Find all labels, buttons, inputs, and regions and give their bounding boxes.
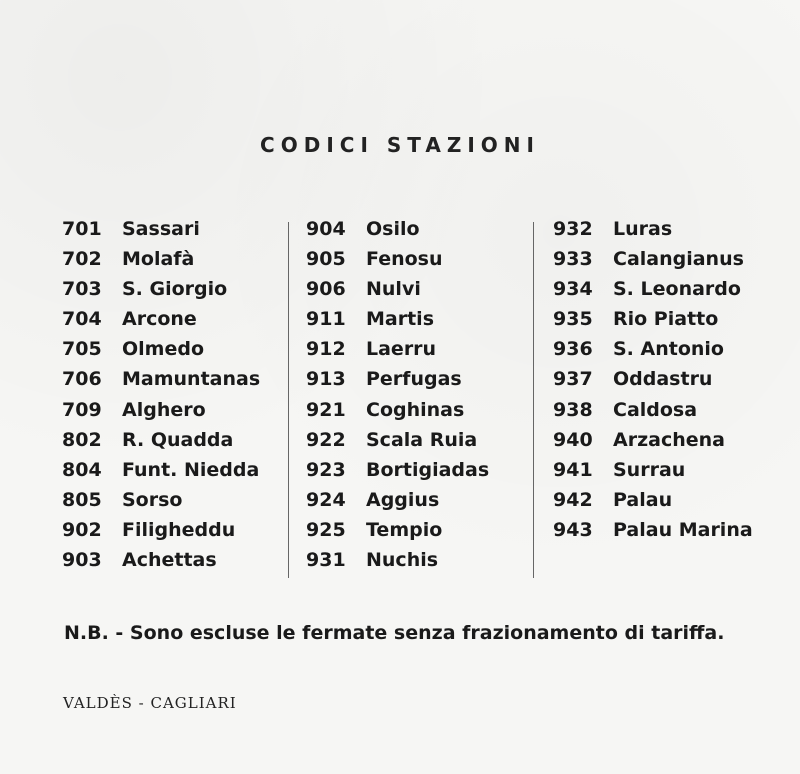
station-row xyxy=(306,364,538,394)
station-row xyxy=(62,515,284,545)
station-code: 912 xyxy=(306,338,346,361)
station-row xyxy=(553,304,783,334)
station-name: S. Antonio xyxy=(613,338,724,361)
printer-imprint: VALDÈS - CAGLIARI xyxy=(63,694,237,712)
station-row xyxy=(553,515,783,545)
station-column-1 xyxy=(62,214,284,575)
station-column-3 xyxy=(553,214,783,545)
station-name: Alghero xyxy=(122,398,206,421)
station-row xyxy=(306,304,538,334)
station-code: 704 xyxy=(62,308,102,331)
station-row xyxy=(62,214,284,244)
station-row xyxy=(306,425,538,455)
station-code: 903 xyxy=(62,549,102,572)
station-name: Nulvi xyxy=(366,278,421,301)
station-name: Filigheddu xyxy=(122,518,236,541)
station-row xyxy=(62,425,284,455)
station-name: Fenosu xyxy=(366,248,443,271)
station-name: R. Quadda xyxy=(122,428,234,451)
station-code: 921 xyxy=(306,398,346,421)
station-row xyxy=(62,364,284,394)
station-row xyxy=(306,485,538,515)
station-name: Palau xyxy=(613,488,673,511)
station-code: 911 xyxy=(306,308,346,331)
station-code: 706 xyxy=(62,368,102,391)
station-name: Sassari xyxy=(122,218,200,240)
station-name: Molafà xyxy=(122,248,195,271)
station-code: 940 xyxy=(553,428,593,451)
footnote: N.B. - Sono escluse le fermate senza frazionamento di tariffa. xyxy=(64,622,725,644)
station-row xyxy=(553,244,783,274)
station-code: 924 xyxy=(306,488,346,511)
station-name: Calangianus xyxy=(613,248,744,271)
station-name: Sorso xyxy=(122,488,183,511)
station-name: Surrau xyxy=(613,458,686,481)
station-name: S. Giorgio xyxy=(122,278,228,301)
station-row xyxy=(553,425,783,455)
station-row xyxy=(553,334,783,364)
station-code: 905 xyxy=(306,248,346,271)
station-name: Aggius xyxy=(366,488,440,511)
station-row xyxy=(62,545,284,575)
station-row xyxy=(62,244,284,274)
station-code: 702 xyxy=(62,248,102,271)
station-name: Bortigiadas xyxy=(366,458,490,481)
station-code: 934 xyxy=(553,278,593,301)
station-row xyxy=(62,395,284,425)
station-name: S. Leonardo xyxy=(613,278,741,301)
station-name: Mamuntanas xyxy=(122,368,261,391)
station-code: 701 xyxy=(62,218,102,240)
station-code: 709 xyxy=(62,398,102,421)
station-column-2 xyxy=(306,214,538,575)
station-code: 932 xyxy=(553,218,593,240)
station-row xyxy=(62,304,284,334)
station-code: 902 xyxy=(62,518,102,541)
station-code: 936 xyxy=(553,338,593,361)
station-row xyxy=(553,455,783,485)
station-row xyxy=(306,515,538,545)
station-name: Rio Piatto xyxy=(613,308,719,331)
station-row xyxy=(553,274,783,304)
station-name: Achettas xyxy=(122,549,217,572)
station-name: Laerru xyxy=(366,338,437,361)
station-name: Oddastru xyxy=(613,368,713,391)
station-code: 931 xyxy=(306,549,346,572)
station-name: Scala Ruia xyxy=(366,428,478,451)
station-row xyxy=(306,214,538,244)
station-row xyxy=(553,395,783,425)
station-code: 941 xyxy=(553,458,593,481)
station-row xyxy=(306,455,538,485)
station-name: Luras xyxy=(613,218,673,240)
station-row xyxy=(306,244,538,274)
station-name: Olmedo xyxy=(122,338,205,361)
station-code: 923 xyxy=(306,458,346,481)
station-row xyxy=(306,545,538,575)
station-code: 925 xyxy=(306,518,346,541)
station-row xyxy=(306,274,538,304)
station-name: Perfugas xyxy=(366,368,462,391)
column-divider xyxy=(288,222,289,578)
station-row xyxy=(62,485,284,515)
station-row xyxy=(553,485,783,515)
station-code: 937 xyxy=(553,368,593,391)
station-code: 943 xyxy=(553,518,593,541)
station-name: Martis xyxy=(366,308,435,331)
station-code: 705 xyxy=(62,338,102,361)
station-row xyxy=(306,334,538,364)
station-code: 804 xyxy=(62,458,102,481)
station-code: 942 xyxy=(553,488,593,511)
station-name: Caldosa xyxy=(613,398,698,421)
station-code: 805 xyxy=(62,488,102,511)
station-code: 703 xyxy=(62,278,102,301)
station-row xyxy=(62,455,284,485)
station-code: 913 xyxy=(306,368,346,391)
station-name: Arzachena xyxy=(613,428,725,451)
station-name: Arcone xyxy=(122,308,197,331)
station-name: Nuchis xyxy=(366,549,439,572)
station-row xyxy=(62,274,284,304)
station-name: Palau Marina xyxy=(613,518,753,541)
station-code: 933 xyxy=(553,248,593,271)
station-code: 922 xyxy=(306,428,346,451)
station-code: 904 xyxy=(306,218,346,240)
page-title: CODICI STAZIONI xyxy=(260,133,540,157)
station-row xyxy=(553,364,783,394)
station-code: 935 xyxy=(553,308,593,331)
column-divider xyxy=(533,222,534,578)
station-code: 938 xyxy=(553,398,593,421)
station-name: Coghinas xyxy=(366,398,465,421)
station-name: Osilo xyxy=(366,218,420,240)
station-name: Funt. Niedda xyxy=(122,458,260,481)
station-row xyxy=(306,395,538,425)
station-code: 802 xyxy=(62,428,102,451)
station-row xyxy=(553,214,783,244)
station-name: Tempio xyxy=(366,518,443,541)
station-row xyxy=(62,334,284,364)
station-code: 906 xyxy=(306,278,346,301)
